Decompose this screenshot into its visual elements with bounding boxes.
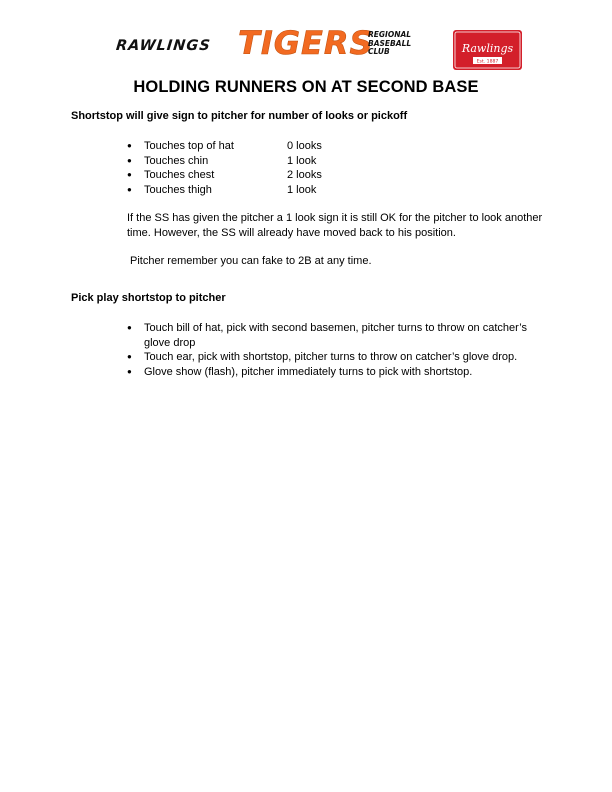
sign-description: Touches top of hat [144, 140, 234, 152]
page-title: HOLDING RUNNERS ON AT SECOND BASE [133, 78, 479, 96]
list-item [127, 321, 527, 350]
sign-description: Touches chin [144, 154, 209, 167]
logo-subtitle-line: CLUB [368, 47, 390, 56]
bullet-icon: ● [127, 141, 132, 150]
look-count: 1 look [287, 184, 317, 197]
pick-play-text: Touch ear, pick with shortstop, pitcher turns to throw on catcher’s glove drop. [144, 351, 518, 363]
logo-rawlings-text: RAWLINGS [115, 38, 212, 54]
look-count: 2 looks [287, 169, 322, 182]
pick-play-text: Glove show (flash), pitcher immediately turns to pick with shortstop. [144, 365, 473, 378]
logo-subtitle-line: REGIONAL [368, 30, 412, 39]
bullet-icon: ● [127, 185, 132, 195]
bullet-icon: ● [127, 170, 132, 180]
badge-script-text: Rawlings [461, 42, 514, 55]
pick-play-text: Touch bill of hat, pick with second basemen, pitcher turns to throw on catcher’s glove drop [144, 322, 527, 349]
badge-est-text: Est. 1887 [476, 59, 499, 65]
list-item [127, 365, 527, 380]
section-heading-looks: Shortstop will give sign to pitcher for number of looks or pickoff [71, 110, 408, 122]
rawlings-badge-logo [452, 29, 523, 71]
logo-subtitle [368, 31, 438, 57]
logo-subtitle-line: BASEBALL [368, 38, 412, 48]
sign-description: Touches thigh [144, 184, 212, 197]
look-count: 1 look [287, 154, 317, 167]
bullet-icon: ● [127, 366, 132, 376]
look-count: 0 looks [287, 140, 322, 152]
bullet-icon: ● [127, 352, 132, 361]
section-heading-pick-play: Pick play shortstop to pitcher [71, 292, 226, 304]
fake-to-second-note: Pitcher remember you can fake to 2B at any time. [130, 255, 372, 267]
sign-description: Touches chest [144, 169, 215, 182]
logo-tigers-text: TIGERS [238, 24, 374, 62]
bullet-icon: ● [127, 155, 132, 165]
list-item [127, 350, 527, 365]
one-look-note: If the SS has given the pitcher a 1 look sign it is still OK for the pitcher to look another time. However, the SS will already have moved back to his position. [127, 212, 543, 239]
bullet-icon: ● [127, 323, 132, 332]
pick-play-list [127, 321, 527, 379]
